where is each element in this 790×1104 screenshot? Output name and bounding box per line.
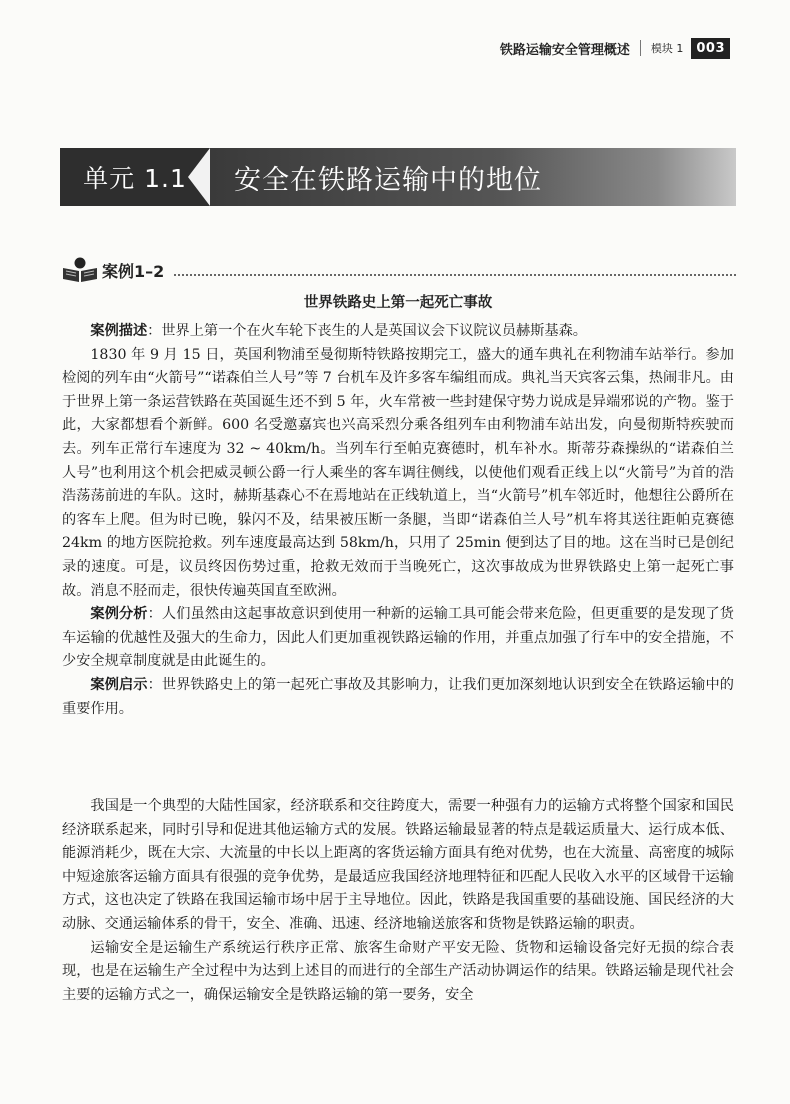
open-book-icon xyxy=(62,257,98,283)
case-analysis xyxy=(62,603,734,674)
description-text: ：世界上第一个在火车轮下丧生的人是英国议会下议院议员赫斯基森。 xyxy=(147,323,587,339)
case-insight xyxy=(62,674,734,721)
main-body xyxy=(62,795,734,1007)
banner-arrow xyxy=(188,148,210,206)
case-body xyxy=(62,320,734,721)
paragraph: 运输安全是运输生产系统运行秩序正常、旅客生命财产平安无险、货物和运输设备完好无损的综合表现，也是在运输生产全过程中为达到上述目的而进行的全部生产活动协调运作的结果。铁路运输是现代社会主要的运输方式之一，确保运输安全是铁路运输的第一要务，安全 xyxy=(62,939,734,1003)
analysis-text: ：人们虽然由这起事故意识到使用一种新的运输工具可能会带来危险，但更重要的是发现了货车运输的优越性及强大的生命力，因此人们更加重视铁路运输的作用，并重点加强了行车中的安全措施，不少安全规章制度就是由此诞生的。 xyxy=(62,606,734,670)
insight-text: ：世界铁路史上的第一起死亡事故及其影响力，让我们更加深刻地认识到安全在铁路运输中的重要作用。 xyxy=(62,676,734,717)
unit-title: 安全在铁路运输中的地位 xyxy=(210,148,736,206)
unit-number: 单元 1.1 xyxy=(60,148,210,206)
module-label: 模块 1 xyxy=(650,42,684,55)
case-label: 案例1–2 xyxy=(102,261,165,281)
book-title: 铁路运输安全管理概述 xyxy=(499,42,630,58)
case-heading xyxy=(62,257,736,283)
dotted-leader xyxy=(174,264,736,276)
running-header xyxy=(500,36,730,60)
unit-banner xyxy=(60,148,736,206)
paragraph: 我国是一个典型的大陆性国家，经济联系和交往跨度大，需要一种强有力的运输方式将整个国家和国民经济联系起来，同时引导和促进其他运输方式的发展。铁路运输最显著的特点是载运质量大、运行成本低、能源消耗少，既在大宗、大流量的中长以上距离的客货运输方面具有绝对优势，也在大流量、高密度的城际中短途旅客运输方面具有很强的竞争优势，是最适应我国经济地理特征和匹配人民收入水平的区域骨干运输方式，这也决定了铁路在我国运输市场中居于主导地位。因此，铁路是我国重要的基础设施、国民经济的大动脉、交通运输体系的骨干，安全、准确、迅速、经济地输送旅客和货物是铁路运输的职责。 xyxy=(62,798,734,932)
case-title: 世界铁路史上第一起死亡事故 xyxy=(303,295,493,311)
page-number: 003 xyxy=(691,38,730,59)
case-description xyxy=(62,320,734,344)
analysis-label: 案例分析 xyxy=(90,606,148,623)
description-label: 案例描述 xyxy=(90,323,148,339)
header-divider xyxy=(640,40,641,56)
case-story: 1830 年 9 月 15 日，英国利物浦至曼彻斯特铁路按期完工，盛大的通车典礼在利物浦车站举行。参加检阅的列车由“火箭号”“诺森伯兰人号”等 7 台机车及许多客车编组而成。典礼当天宾客云集，热闹非凡。由于世界上第一条运营铁路在英国诞生还不到 5 年，火车常被一些封建保守势力说成是异端邪说的产物。鉴于此，大家都想看个新鲜。600 名受邀嘉宾也兴高采烈分乘各组列车由利物浦车站出发，向曼彻斯特疾驶而去。列车正常行车速度为 32 ~ 40km/h。当列车行至帕克赛德时，机车补水。斯蒂芬森操纵的“诺森伯兰人号”也利用这个机会把威灵顿公爵一行人乘坐的客车调往侧线，以使他们观看正线上以“火箭号”为首的浩浩荡荡前进的车队。这时，赫斯基森心不在焉地站在正线轨道上，当“火箭号”机车邻近时，他想往公爵所在的客车上爬。但为时已晚，躲闪不及，结果被压断一条腿，当即“诺森伯兰人号”机车将其送往距帕克赛德 24km 的地方医院抢救。列车速度最高达到 58km/h，只用了 25min 便到达了目的地。这在当时已是创纪录的速度。可是，议员终因伤势过重，抢救无效而于当晚死亡，这次事故成为世界铁路史上第一起死亡事故。消息不胫而走，很快传遍英国直至欧洲。 xyxy=(62,346,734,599)
insight-label: 案例启示 xyxy=(90,676,148,693)
